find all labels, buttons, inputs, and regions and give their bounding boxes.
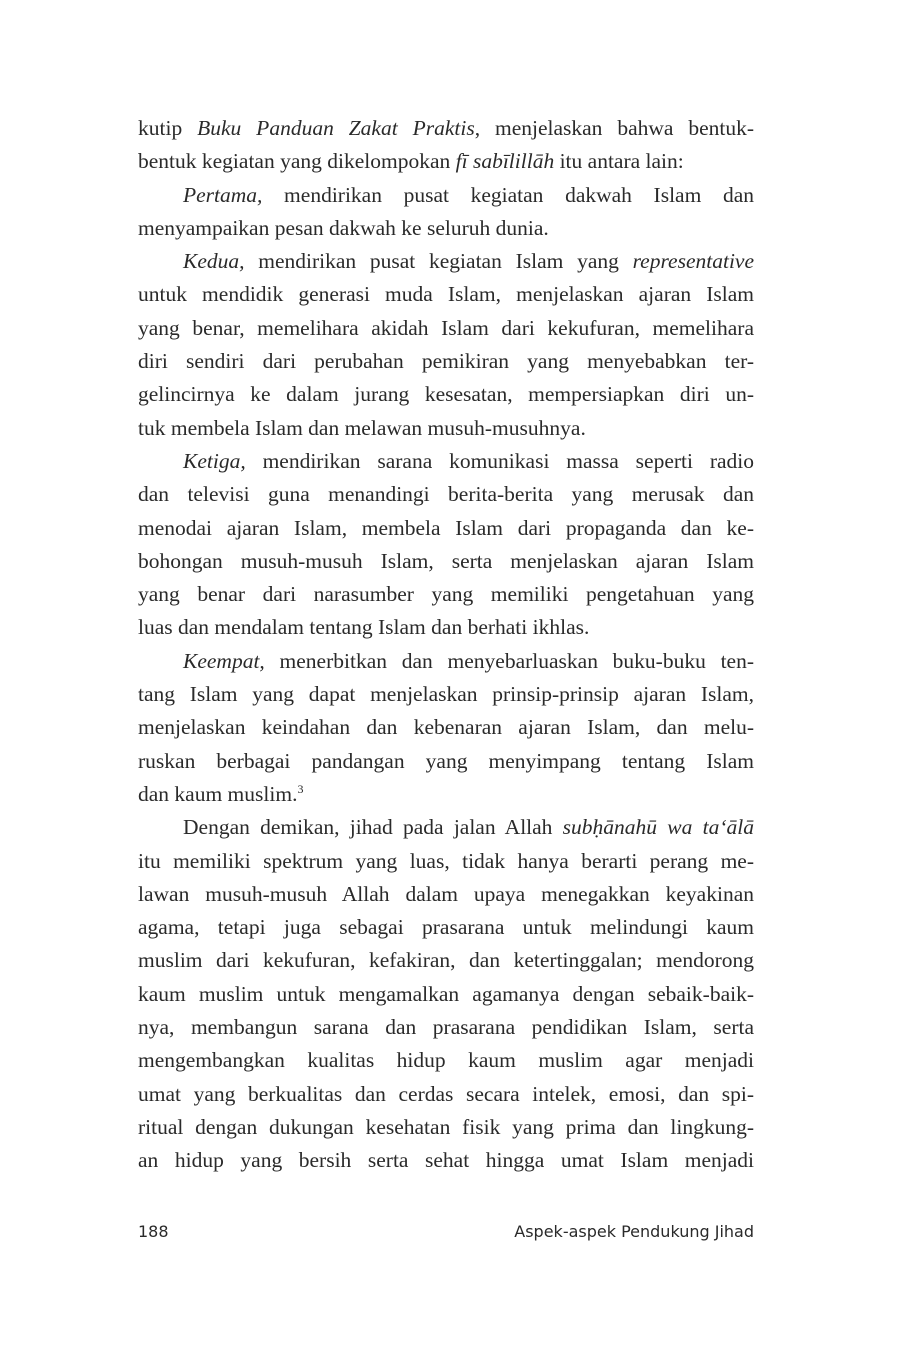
footnote-ref: 3 bbox=[297, 781, 304, 796]
text-run: bohongan musuh-musuh Islam, serta menjelaskan ajaran Islam bbox=[138, 548, 754, 573]
text-line bbox=[138, 412, 754, 445]
text-line bbox=[138, 278, 754, 311]
text-run: , menjelaskan bahwa bentuk- bbox=[474, 116, 755, 140]
text-line bbox=[138, 944, 754, 977]
text-run: menjelaskan keindahan dan kebenaran ajaran Islam, dan melu- bbox=[138, 715, 754, 740]
text-line bbox=[138, 378, 754, 411]
text-line bbox=[138, 445, 754, 478]
text-line bbox=[138, 611, 754, 644]
paragraph bbox=[138, 811, 754, 1177]
text-run: menyampaikan pesan dakwah ke seluruh dunia. bbox=[138, 215, 549, 240]
italic-term: Ketiga, bbox=[183, 448, 246, 473]
text-run: tuk membela Islam dan melawan musuh-musuhnya. bbox=[138, 415, 586, 440]
italic-term: Kedua, bbox=[183, 249, 245, 274]
text-line bbox=[138, 878, 754, 911]
text-run: ruskan berbagai pandangan yang menyimpang tentang Islam bbox=[138, 748, 754, 773]
text-run: itu memiliki spektrum yang luas, tidak hanya berarti perang me- bbox=[138, 848, 754, 873]
text-run: Dengan demikan, jihad pada jalan Allah bbox=[183, 815, 563, 840]
text-run: nya, membangun sarana dan prasarana pendidikan Islam, serta bbox=[138, 1015, 754, 1040]
text-line bbox=[138, 978, 754, 1011]
text-run: kaum muslim untuk mengamalkan agamanya dengan sebaik-baik- bbox=[138, 981, 754, 1006]
text-line bbox=[138, 545, 754, 578]
text-run: mengembangkan kualitas hidup kaum muslim agar menjadi bbox=[138, 1048, 754, 1073]
text-line bbox=[138, 179, 754, 212]
text-run: bentuk kegiatan yang dikelompokan bbox=[138, 149, 456, 174]
page-footer bbox=[138, 1222, 754, 1241]
paragraph bbox=[138, 445, 754, 645]
italic-term: representative bbox=[632, 249, 754, 274]
text-run: diri sendiri dari perubahan pemikiran yang menyebabkan ter- bbox=[138, 349, 754, 374]
text-line bbox=[138, 1078, 754, 1111]
text-run: menodai ajaran Islam, membela Islam dari propaganda dan ke- bbox=[138, 515, 754, 540]
text-run: itu antara lain: bbox=[554, 149, 684, 174]
paragraph bbox=[138, 112, 754, 179]
text-run: untuk mendidik generasi muda Islam, menjelaskan ajaran Islam bbox=[138, 282, 754, 307]
text-run: tang Islam yang dapat menjelaskan prinsip-prinsip ajaran Islam, bbox=[138, 682, 754, 707]
text-line bbox=[138, 345, 754, 378]
body-text bbox=[138, 112, 754, 1178]
text-run: agama, tetapi juga sebagai prasarana untuk melindungi kaum bbox=[138, 915, 754, 940]
text-line bbox=[138, 745, 754, 778]
text-run: dan televisi guna menandingi berita-berita yang merusak dan bbox=[138, 482, 754, 507]
italic-term: Buku Panduan Zakat Praktis bbox=[197, 116, 475, 140]
text-run: muslim dari kekufuran, kefakiran, dan ketertinggalan; mendorong bbox=[138, 948, 754, 973]
paragraph bbox=[138, 245, 754, 445]
text-line bbox=[138, 478, 754, 511]
text-run: luas dan mendalam tentang Islam dan berhati ikhlas. bbox=[138, 615, 590, 640]
italic-term: Pertama, bbox=[183, 182, 263, 207]
text-run: mendirikan pusat kegiatan Islam yang bbox=[244, 249, 633, 274]
text-line bbox=[138, 711, 754, 744]
text-line bbox=[138, 1111, 754, 1144]
text-run: yang benar dari narasumber yang memiliki pengetahuan yang bbox=[138, 582, 754, 607]
italic-term: Keempat, bbox=[183, 648, 265, 673]
text-line bbox=[138, 678, 754, 711]
text-run: mendirikan sarana komunikasi massa seperti radio bbox=[245, 448, 754, 473]
italic-term: subḥānahū wa ta‘ālā bbox=[562, 815, 754, 840]
text-line bbox=[138, 1044, 754, 1077]
text-run: umat yang berkualitas dan cerdas secara intelek, emosi, dan spi- bbox=[138, 1081, 754, 1106]
paragraph bbox=[138, 179, 754, 246]
text-run: yang benar, memelihara akidah Islam dari kekufuran, memelihara bbox=[138, 315, 754, 340]
text-line bbox=[138, 1144, 754, 1177]
text-line bbox=[138, 778, 754, 811]
text-run: dan kaum muslim. bbox=[138, 781, 298, 806]
text-line bbox=[138, 578, 754, 611]
text-run: gelincirnya ke dalam jurang kesesatan, mempersiapkan diri un- bbox=[138, 382, 754, 407]
text-run: kutip bbox=[138, 116, 198, 140]
text-line bbox=[138, 845, 754, 878]
text-run: ritual dengan dukungan kesehatan fisik yang prima dan lingkung- bbox=[138, 1114, 754, 1139]
text-line bbox=[138, 911, 754, 944]
page-number: 188 bbox=[138, 1222, 169, 1241]
text-run: menerbitkan dan menyebarluaskan buku-buku ten- bbox=[264, 648, 754, 673]
text-line bbox=[138, 112, 754, 145]
text-line bbox=[138, 811, 754, 844]
text-run: mendirikan pusat kegiatan dakwah Islam dan bbox=[262, 182, 754, 207]
text-run: lawan musuh-musuh Allah dalam upaya menegakkan keyakinan bbox=[138, 881, 754, 906]
text-run: an hidup yang bersih serta sehat hingga umat Islam menjadi bbox=[138, 1148, 754, 1173]
italic-term: fī sabīlillāh bbox=[455, 149, 555, 174]
paragraph bbox=[138, 645, 754, 811]
text-line bbox=[138, 245, 754, 278]
text-line bbox=[138, 312, 754, 345]
running-title: Aspek-aspek Pendukung Jihad bbox=[514, 1222, 754, 1241]
text-line bbox=[138, 645, 754, 678]
text-line bbox=[138, 145, 754, 178]
text-line bbox=[138, 1011, 754, 1044]
text-line bbox=[138, 212, 754, 245]
text-line bbox=[138, 512, 754, 545]
